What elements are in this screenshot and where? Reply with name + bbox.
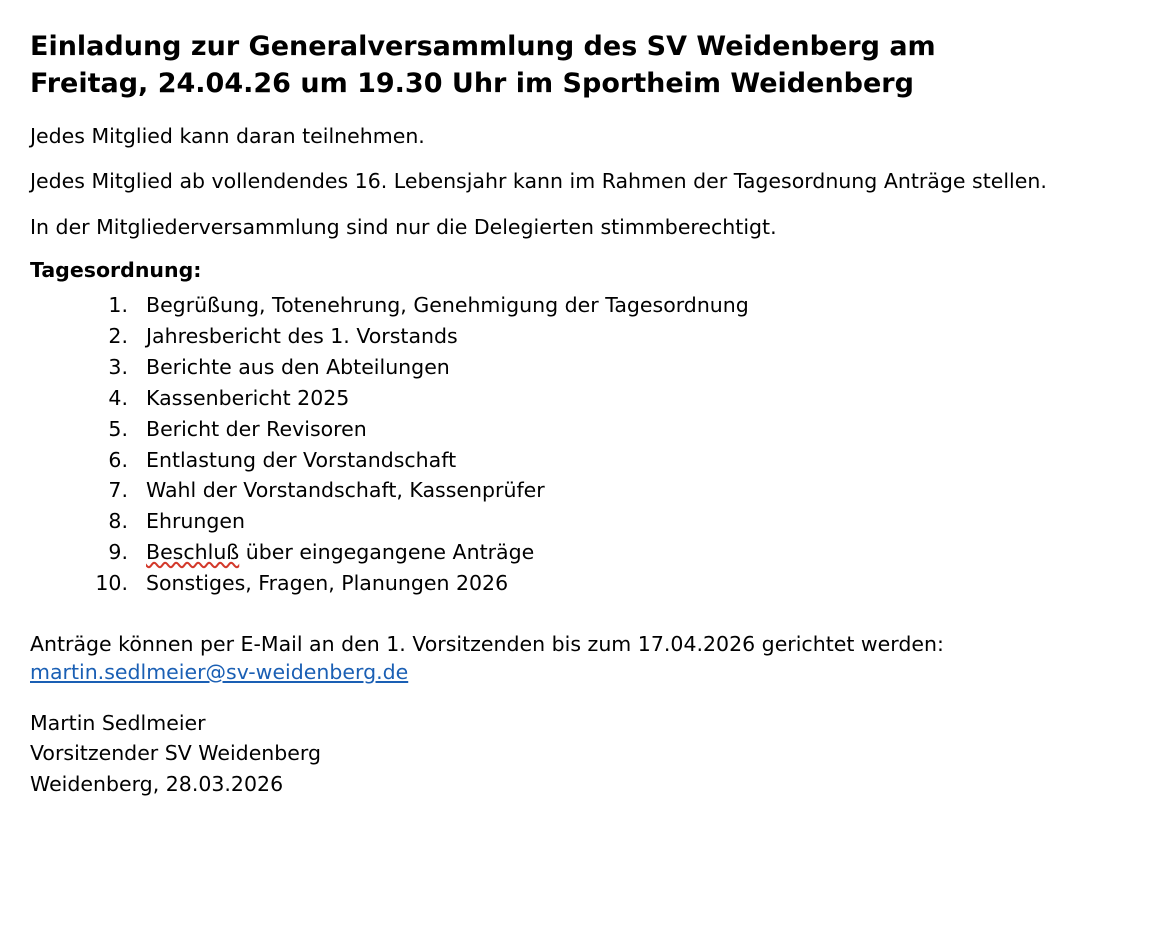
list-item: Begrüßung, Totenehrung, Genehmigung der Tagesordnung [146,292,749,317]
page-title: Einladung zur Generalversammlung des SV Weidenberg am Freitag, 24.04.26 um 19.30 Uhr im Sportheim Weidenberg [30,31,936,100]
agenda-list [30,290,1125,600]
contact-note: Anträge können per E-Mail an den 1. Vorsitzenden bis zum 17.04.2026 gerichtet werden: [30,632,944,657]
paragraph-participation: Jedes Mitglied kann daran teilnehmen. [30,123,425,148]
signature-name: Martin Sedlmeier [30,711,206,736]
list-item: Berichte aus den Abteilungen [146,354,450,379]
list-item-text: über eingegangene Anträge [239,540,535,565]
agenda-heading: Tagesordnung: [30,257,202,282]
list-item: Jahresbericht des 1. Vorstands [146,323,458,348]
signature-place-date: Weidenberg, 28.03.2026 [30,771,284,796]
paragraph-motions-age: Jedes Mitglied ab vollendendes 16. Lebensjahr kann im Rahmen der Tagesordnung Anträge stellen. [30,169,1047,194]
list-item: Kassenbericht 2025 [146,385,350,410]
list-item: Sonstiges, Fragen, Planungen 2026 [146,571,509,596]
paragraph-voting-rights: In der Mitgliederversammlung sind nur die Delegierten stimmberechtigt. [30,215,777,239]
list-item: Bericht der Revisoren [146,416,367,441]
spacer [30,599,1125,629]
spacer [30,684,1125,708]
spellcheck-word: Beschluß [146,540,240,565]
signature-role: Vorsitzender SV Weidenberg [30,741,322,766]
list-item: Entlastung der Vorstandschaft [146,447,457,472]
list-item [30,537,1125,568]
email-link[interactable]: martin.sedlmeier@sv-weidenberg.de [30,660,409,685]
list-item: Wahl der Vorstandschaft, Kassenprüfer [146,478,545,503]
list-item: Ehrungen [146,509,245,534]
